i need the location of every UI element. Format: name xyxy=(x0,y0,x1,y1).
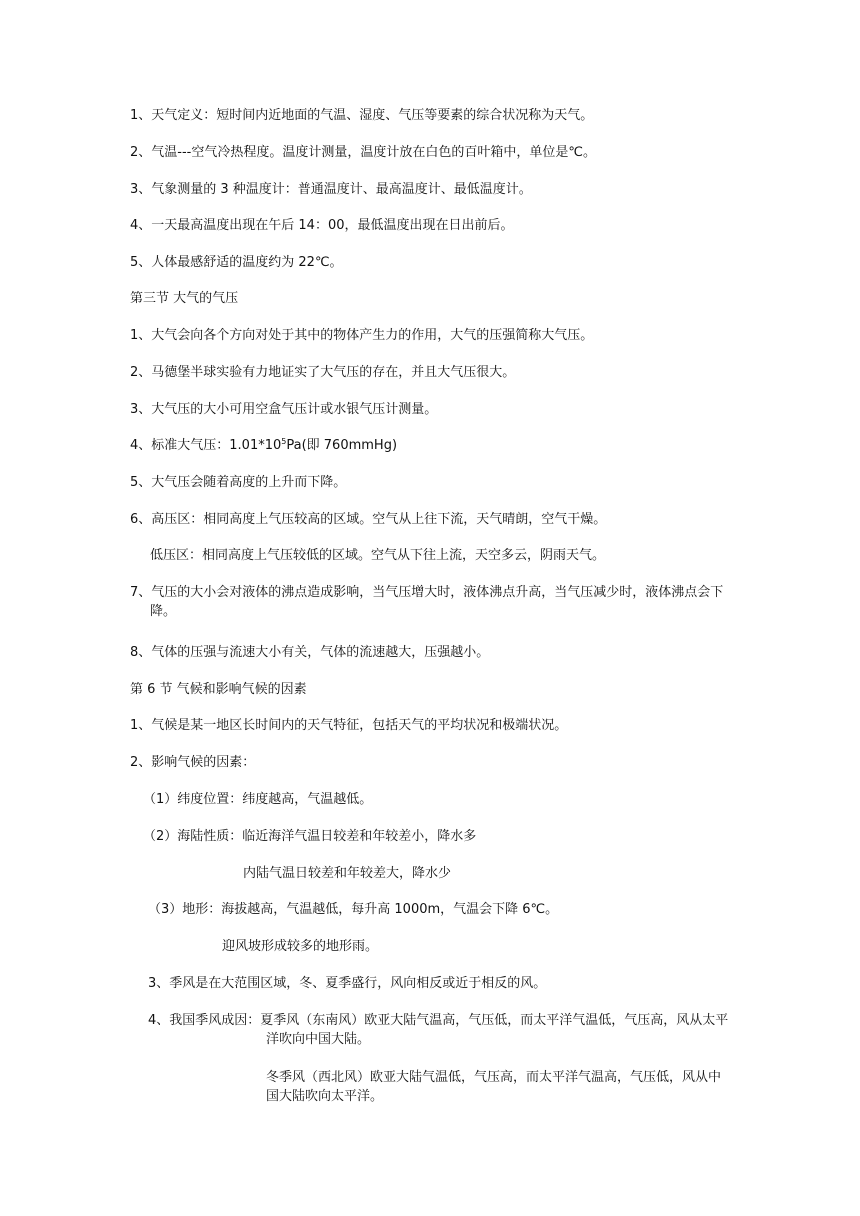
factor-land-sea: （2）海陆性质：临近海洋气温日较差和年较差小，降水多 xyxy=(143,829,477,844)
pressure-item-7-cont: 降。 xyxy=(150,604,177,619)
weather-item-5: 5、人体最感舒适的温度约为 22℃。 xyxy=(130,255,343,270)
pressure-item-7: 7、气压的大小会对液体的沸点造成影响，当气压增大时，液体沸点升高，当气压减少时，液体沸点会下 xyxy=(130,585,724,600)
weather-item-4: 4、一天最高温度出现在午后 14：00，最低温度出现在日出前后。 xyxy=(130,218,514,233)
climate-item-4-cont: 洋吹向中国大陆。 xyxy=(266,1032,371,1047)
pressure-item-6: 6、高压区：相同高度上气压较高的区域。空气从上往下流，天气晴朗，空气干燥。 xyxy=(130,512,607,527)
pressure-item-6-low: 低压区：相同高度上气压较低的区域。空气从下往上流，天空多云，阴雨天气。 xyxy=(150,548,606,563)
pressure-item-3: 3、大气压的大小可用空盒气压计或水银气压计测量。 xyxy=(130,402,438,417)
section-3-heading: 第三节 大气的气压 xyxy=(130,291,239,306)
pressure-item-8: 8、气体的压强与流速大小有关，气体的流速越大，压强越小。 xyxy=(130,645,490,660)
pressure-item-1: 1、大气会向各个方向对处于其中的物体产生力的作用，大气的压强简称大气压。 xyxy=(130,328,594,343)
factor-land-sea-inland: 内陆气温日较差和年较差大，降水少 xyxy=(243,866,452,881)
pressure-item-5: 5、大气压会随着高度的上升而下降。 xyxy=(130,475,347,490)
section-6-heading: 第 6 节 气候和影响气候的因素 xyxy=(130,682,307,697)
pressure-item-4-text: 4、标准大气压：1.01*10 xyxy=(130,438,282,453)
winter-monsoon: 冬季风（西北风）欧亚大陆气温低，气压高，而太平洋气温高，气压低，风从中 xyxy=(266,1070,722,1085)
pressure-item-4-unit: Pa(即 760mmHg) xyxy=(286,438,398,453)
weather-item-3: 3、气象测量的 3 种温度计：普通温度计、最高温度计、最低温度计。 xyxy=(130,182,532,197)
pressure-item-2: 2、马德堡半球实验有力地证实了大气压的存在，并且大气压很大。 xyxy=(130,365,516,380)
climate-item-4: 4、我国季风成因：夏季风（东南风）欧亚大陆气温高，气压低，而太平洋气温低，气压高，风从太平 xyxy=(148,1013,729,1028)
climate-item-2: 2、影响气候的因素： xyxy=(130,755,256,770)
weather-item-1: 1、天气定义：短时间内近地面的气温、湿度、气压等要素的综合状况称为天气。 xyxy=(130,108,594,123)
climate-item-3: 3、季风是在大范围区域，冬、夏季盛行，风向相反或近于相反的风。 xyxy=(148,976,547,991)
pressure-item-4 xyxy=(130,437,397,455)
winter-monsoon-cont: 国大陆吹向太平洋。 xyxy=(266,1089,384,1104)
factor-terrain: （3）地形：海拔越高，气温越低，每升高 1000m，气温会下降 6℃。 xyxy=(148,902,559,917)
climate-item-1: 1、气候是某一地区长时间内的天气特征，包括天气的平均状况和极端状况。 xyxy=(130,718,568,733)
weather-item-2: 2、气温---空气冷热程度。温度计测量，温度计放在白色的百叶箱中，单位是℃。 xyxy=(130,145,596,160)
factor-latitude: （1）纬度位置：纬度越高，气温越低。 xyxy=(143,792,373,807)
factor-terrain-windward: 迎风坡形成较多的地形雨。 xyxy=(222,939,379,954)
exponent: 5 xyxy=(281,437,287,446)
